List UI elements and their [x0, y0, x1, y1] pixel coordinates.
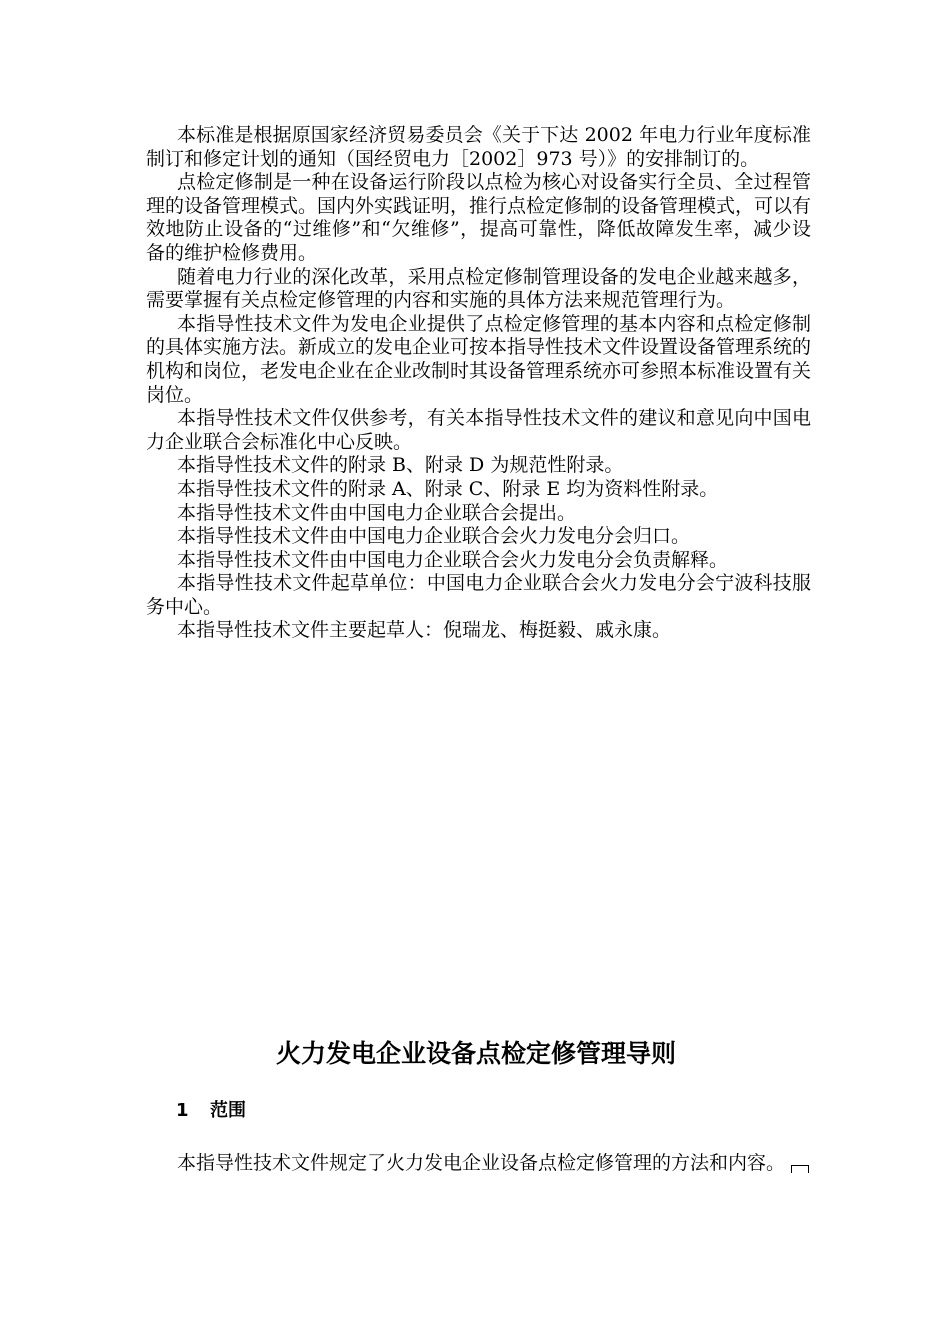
foreword-paragraph-1: 本标准是根据原国家经济贸易委员会《关于下达 2002 年电力行业年度标准制订和修定计划的通知（国经贸电力［2002］973 号）》的安排制订的。: [146, 124, 811, 170]
foreword-paragraph-6: 本指导性技术文件的附录 B、附录 D 为规范性附录。: [177, 454, 624, 477]
section-1-title: 范围: [210, 1100, 246, 1121]
foreword-paragraph-2: 点检定修制是一种在设备运行阶段以点检为核心对设备实行全员、全过程管理的设备管理模式。国内外实践证明，推行点检定修制的设备管理模式，可以有效地防止设备的“过维修”和“欠维修”，提高可靠性，降低故障发生率，减少设备的维护检修费用。: [146, 171, 812, 264]
section-1-number: 1: [176, 1100, 189, 1121]
foreword-paragraph-4: 本指导性技术文件为发电企业提供了点检定修管理的基本内容和点检定修制的具体实施方法。新成立的发电企业可按本指导性技术文件设置设备管理系统的机构和岗位，老发电企业在企业改制时其设备管理系统亦可参照本标准设置有关岗位。: [146, 312, 812, 406]
section-1-body: [146, 1151, 811, 1175]
foreword-paragraph-11: 本指导性技术文件起草单位：中国电力企业联合会火力发电分会宁波科技服务中心。: [146, 572, 811, 618]
paragraph-end-mark-icon: [791, 1165, 809, 1173]
foreword-paragraph-3: 随着电力行业的深化改革，采用点检定修制管理设备的发电企业越来越多，需要掌握有关点检定修管理的内容和实施的具体方法来规范管理行为。: [146, 265, 811, 312]
section-1-heading: [176, 1098, 246, 1124]
section-1-text: 本指导性技术文件规定了火力发电企业设备点检定修管理的方法和内容。: [177, 1152, 786, 1174]
foreword-paragraph-9: 本指导性技术文件由中国电力企业联合会火力发电分会归口。: [177, 525, 691, 548]
foreword-paragraph-5: 本指导性技术文件仅供参考，有关本指导性技术文件的建议和意见向中国电力企业联合会标准化中心反映。: [146, 407, 811, 453]
foreword-paragraph-8: 本指导性技术文件由中国电力企业联合会提出。: [177, 501, 577, 524]
foreword: [146, 124, 811, 643]
foreword-paragraph-12: 本指导性技术文件主要起草人：倪瑞龙、梅挺毅、戚永康。: [177, 619, 672, 642]
foreword-paragraph-10: 本指导性技术文件由中国电力企业联合会火力发电分会负责解释。: [177, 548, 729, 571]
foreword-paragraph-7: 本指导性技术文件的附录 A、附录 C、附录 E 均为资料性附录。: [177, 477, 719, 500]
document-title: 火力发电企业设备点检定修管理导则: [275, 1039, 676, 1068]
